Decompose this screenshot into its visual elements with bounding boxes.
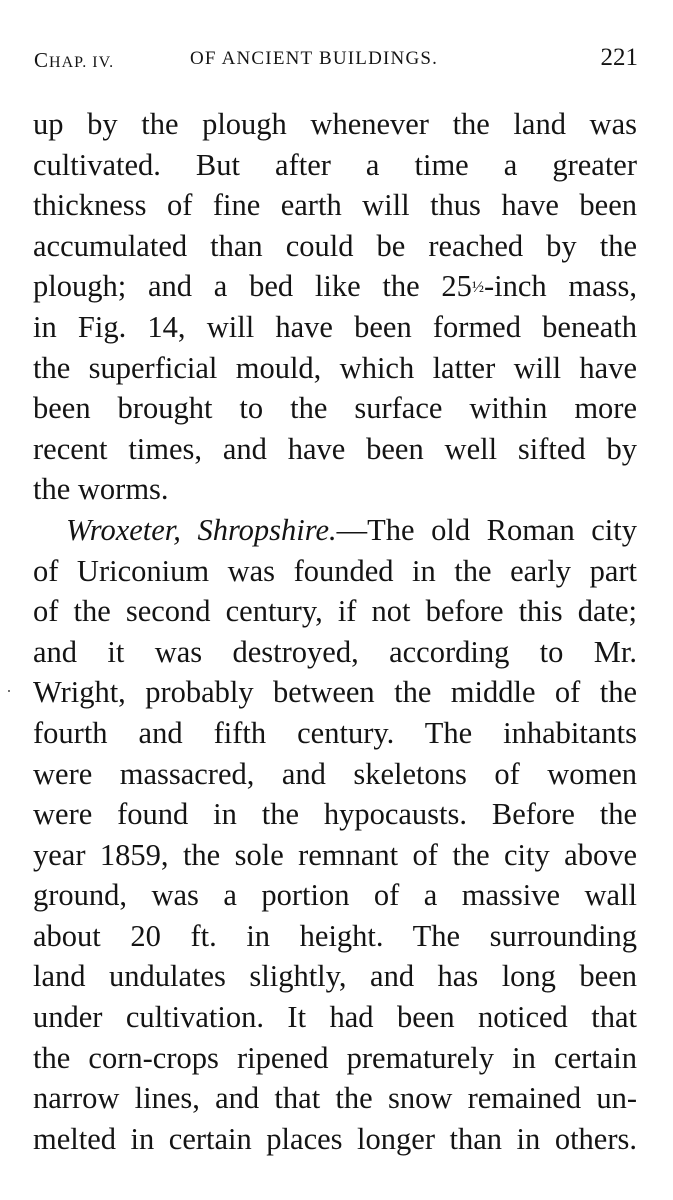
text-line: Wright, probably between the middle of the [33,675,637,710]
print-speck [8,690,10,692]
text-line: the superficial mould, which latter will have [33,350,637,385]
text-line: under cultivation. It had been noticed that [33,1000,637,1035]
text-line: land undulates slightly, and has long been [33,959,637,994]
text-line: in Fig. 14, will have been formed beneath [33,309,637,344]
text-line: melted in certain places longer than in others. [33,1121,637,1156]
chapter-label: CHAP. IV. [34,48,115,72]
text-line: cultivated. But after a time a greater [33,147,637,182]
running-head [34,44,638,78]
page-number: 221 [600,44,638,71]
text-line: up by the plough whenever the land was [33,107,637,141]
text-line: ground, was a portion of a massive wall [33,878,637,913]
text-line: recent times, and have been well sifted by [33,431,637,466]
fraction: ½ [471,279,484,297]
text-line: been brought to the surface within more [33,391,637,426]
section-heading: Wroxeter, Shropshire. [66,512,337,547]
body-text [33,104,637,1159]
text-line: and it was destroyed, according to Mr. [33,634,637,669]
text-line: the worms. [33,472,169,507]
text-line: accumulated than could be reached by the [33,228,637,263]
text-line: of Uriconium was founded in the early part [33,553,637,588]
text-line: about 20 ft. in height. The surrounding [33,918,637,953]
text-line: were massacred, and skeletons of women [33,756,637,791]
text-line: were found in the hypocausts. Before the [33,797,637,832]
text-line: the corn-crops ripened prematurely in certain [33,1040,637,1075]
text-line: year 1859, the sole remnant of the city above [33,837,637,872]
text-line: plough; and a bed like the 25½-inch mass, [33,269,638,304]
running-title: OF ANCIENT BUILDINGS. [190,48,439,69]
text-line: of the second century, if not before this date; [33,594,637,629]
text-line: fourth and fifth century. The inhabitants [33,715,637,750]
text-line: narrow lines, and that the snow remained un- [33,1081,637,1116]
text-line: thickness of fine earth will thus have been [33,188,637,223]
section-heading-line: Wroxeter, Shropshire.—The old Roman city [66,512,637,547]
